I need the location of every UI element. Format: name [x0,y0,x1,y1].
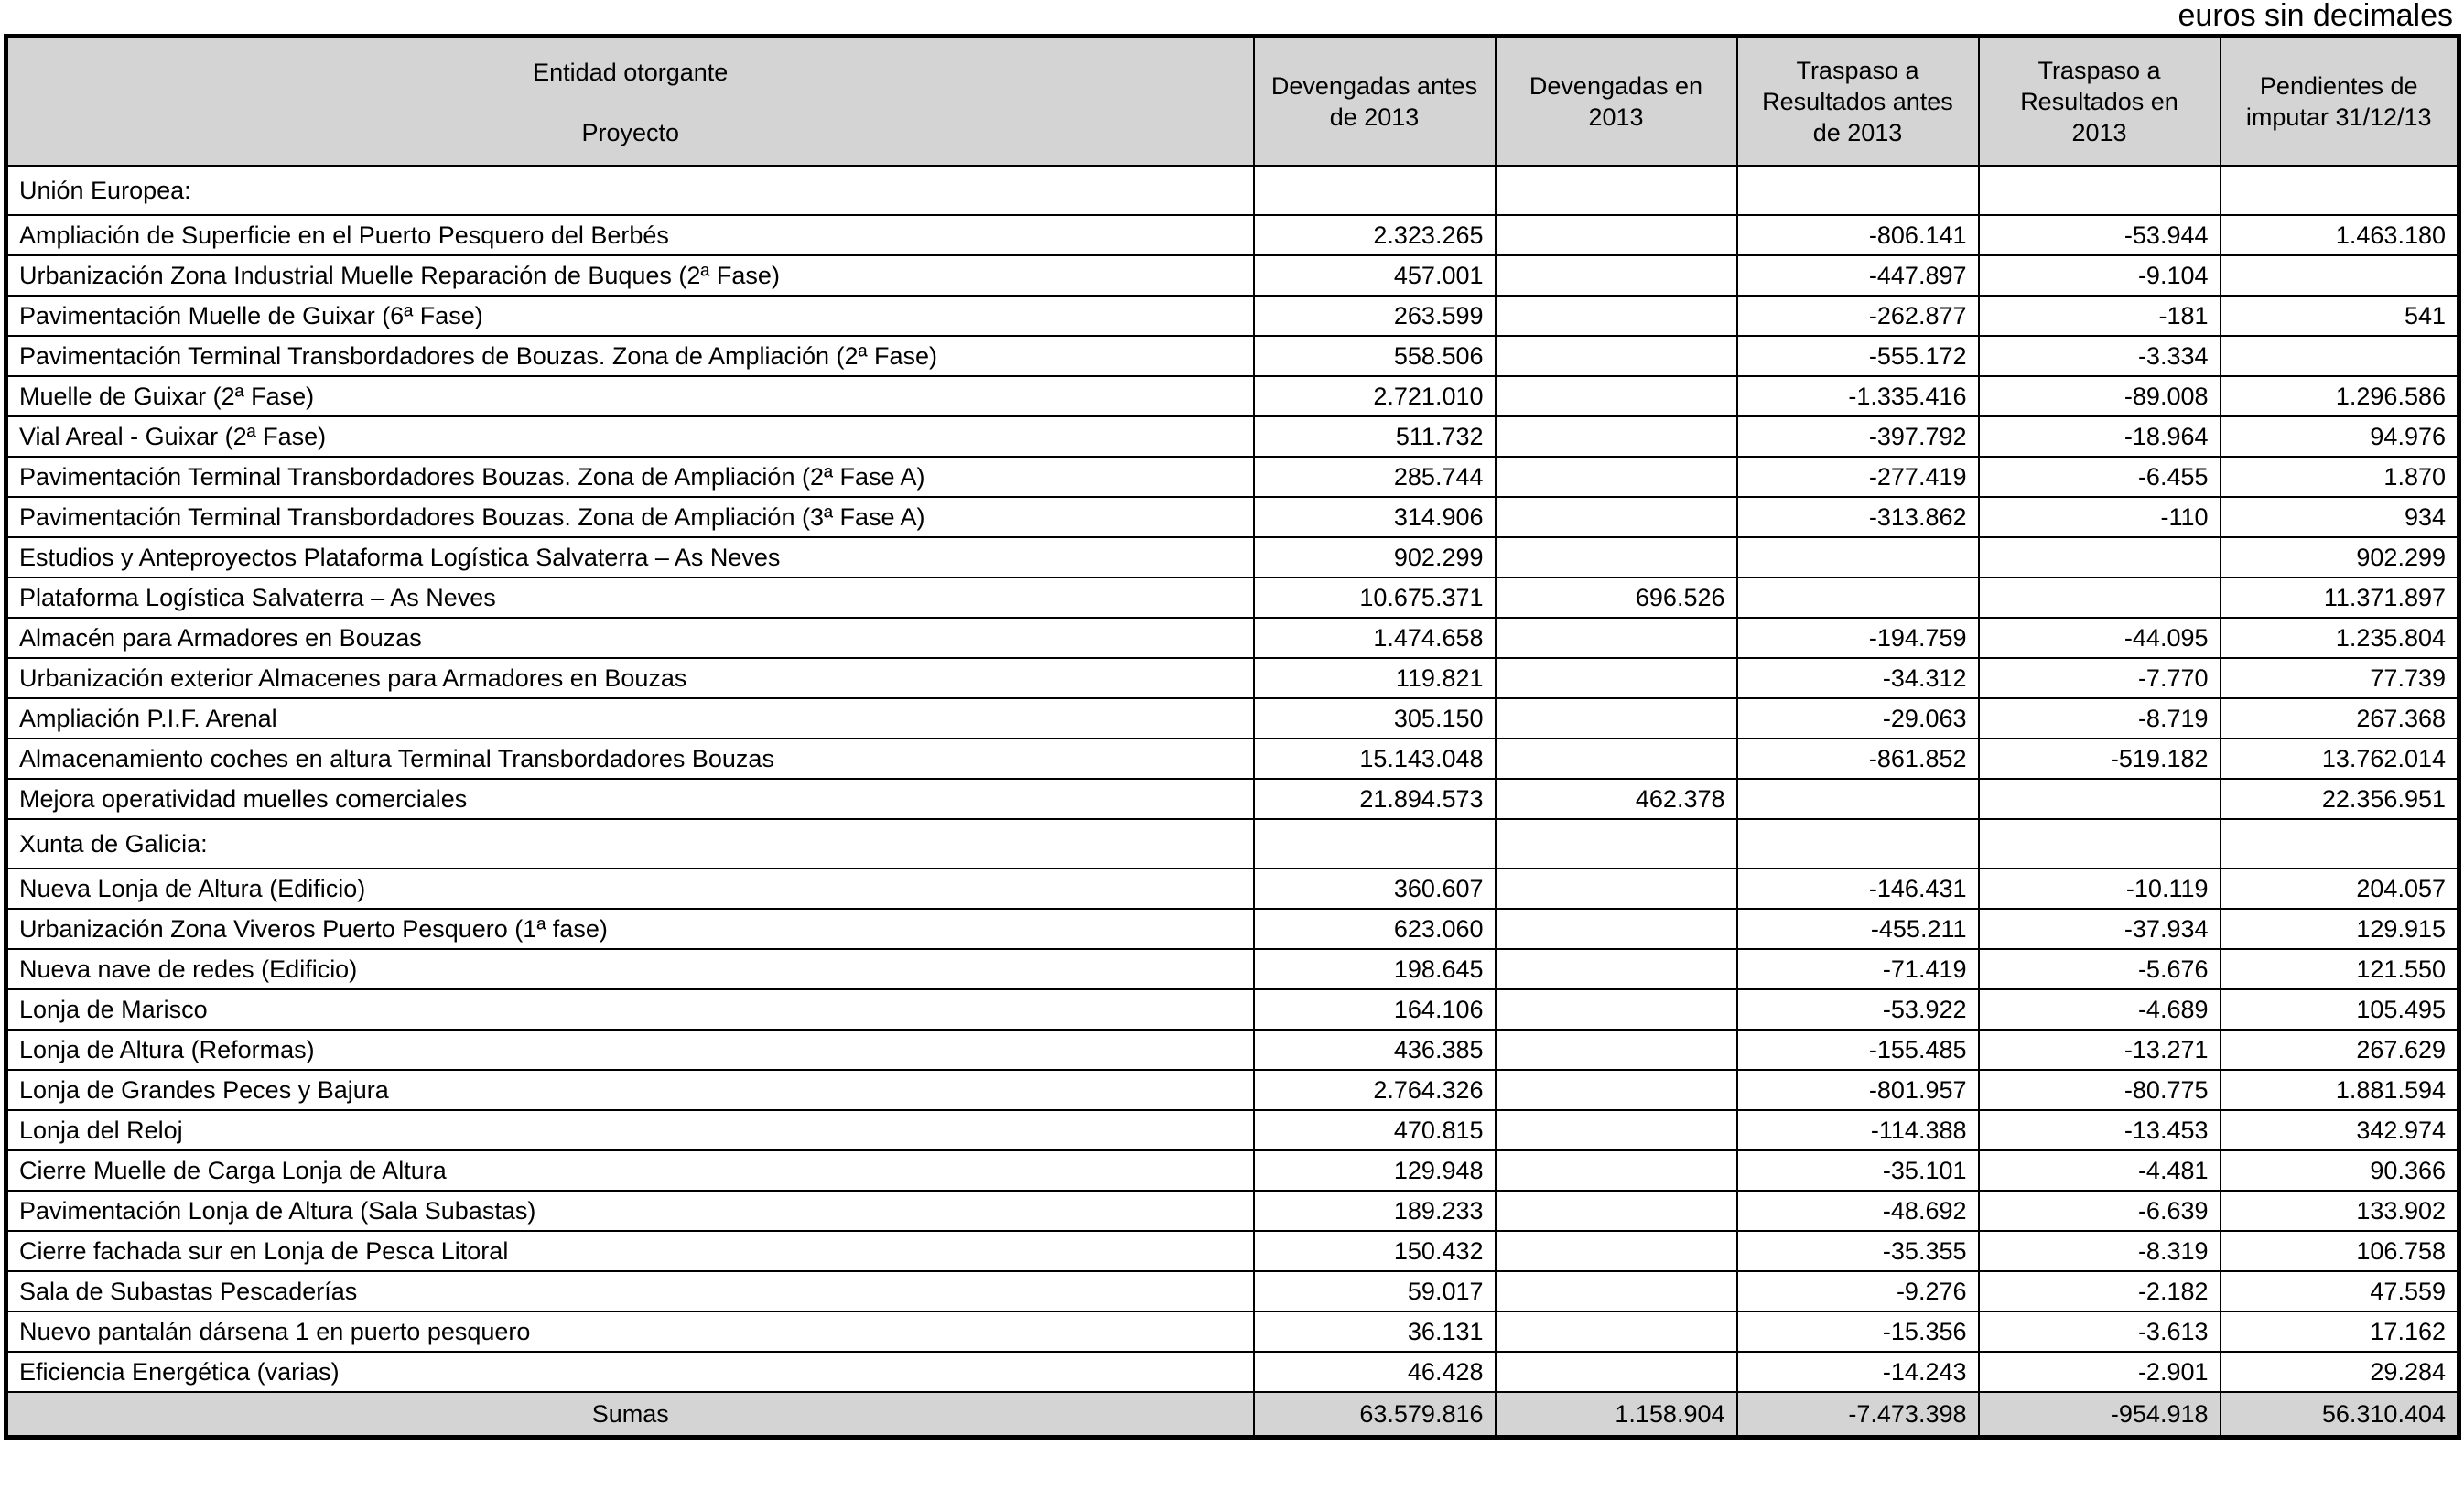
value-cell [1496,1271,1737,1311]
value-cell: 285.744 [1254,457,1496,497]
total-cell: -954.918 [1979,1392,2221,1438]
value-cell: 902.299 [2221,537,2459,577]
value-cell: -277.419 [1737,457,1979,497]
value-cell: 1.235.804 [2221,618,2459,658]
value-cell [1496,457,1737,497]
value-cell [2221,166,2459,215]
value-cell: 1.881.594 [2221,1070,2459,1110]
value-cell [1496,255,1737,296]
table-row [6,1352,2459,1392]
table-row [6,1070,2459,1110]
value-cell: -18.964 [1979,416,2221,457]
header-devengadas-en: Devengadas en 2013 [1496,37,1737,167]
value-cell [1737,779,1979,819]
value-cell: 1.870 [2221,457,2459,497]
value-cell: -48.692 [1737,1191,1979,1231]
value-cell [1737,577,1979,618]
value-cell: 470.815 [1254,1110,1496,1150]
table-row [6,869,2459,909]
total-cell: 63.579.816 [1254,1392,1496,1438]
table-row [6,215,2459,255]
value-cell [2221,255,2459,296]
value-cell [1737,166,1979,215]
table-row [6,416,2459,457]
table-row [6,909,2459,949]
value-cell: -53.922 [1737,989,1979,1030]
value-cell: -155.485 [1737,1030,1979,1070]
value-cell [1496,1191,1737,1231]
value-cell: -6.639 [1979,1191,2221,1231]
value-cell: 1.463.180 [2221,215,2459,255]
value-cell: 46.428 [1254,1352,1496,1392]
project-name-cell: Cierre Muelle de Carga Lonja de Altura [6,1150,1254,1191]
value-cell [1496,909,1737,949]
table-row [6,618,2459,658]
value-cell [1737,819,1979,869]
value-cell: 436.385 [1254,1030,1496,1070]
subsidies-table [4,34,2461,1440]
section-row [6,819,2459,869]
value-cell: 1.474.658 [1254,618,1496,658]
value-cell: 511.732 [1254,416,1496,457]
value-cell [1979,166,2221,215]
value-cell [1496,1110,1737,1150]
value-cell: -7.770 [1979,658,2221,698]
value-cell: 59.017 [1254,1271,1496,1311]
value-cell [1496,537,1737,577]
project-name-cell: Urbanización Zona Viveros Puerto Pesquero (1ª fase) [6,909,1254,949]
value-cell [1979,819,2221,869]
value-cell: -194.759 [1737,618,1979,658]
value-cell: 119.821 [1254,658,1496,698]
header-project-label: Proyecto [581,119,680,146]
units-label: euros sin decimales [2178,0,2453,33]
project-name-cell: Eficiencia Energética (varias) [6,1352,1254,1392]
table-row [6,779,2459,819]
value-cell: -447.897 [1737,255,1979,296]
value-cell: -71.419 [1737,949,1979,989]
project-name-cell: Ampliación de Superficie en el Puerto Pesquero del Berbés [6,215,1254,255]
value-cell [1496,618,1737,658]
value-cell: 314.906 [1254,497,1496,537]
value-cell: 696.526 [1496,577,1737,618]
value-cell: -861.852 [1737,739,1979,779]
value-cell: 15.143.048 [1254,739,1496,779]
value-cell [1496,1070,1737,1110]
value-cell: 90.366 [2221,1150,2459,1191]
value-cell: 36.131 [1254,1311,1496,1352]
value-cell: -5.676 [1979,949,2221,989]
value-cell [1496,336,1737,376]
value-cell [1254,166,1496,215]
table-row [6,949,2459,989]
table-row [6,537,2459,577]
value-cell: -313.862 [1737,497,1979,537]
value-cell [1496,819,1737,869]
project-name-cell: Muelle de Guixar (2ª Fase) [6,376,1254,416]
project-name-cell: Cierre fachada sur en Lonja de Pesca Litoral [6,1231,1254,1271]
value-cell [1496,1231,1737,1271]
value-cell: 11.371.897 [2221,577,2459,618]
project-name-cell: Nueva nave de redes (Edificio) [6,949,1254,989]
value-cell [1496,658,1737,698]
value-cell [1979,577,2221,618]
project-name-cell: Lonja de Grandes Peces y Bajura [6,1070,1254,1110]
value-cell: 2.721.010 [1254,376,1496,416]
value-cell: -262.877 [1737,296,1979,336]
value-cell [1496,1311,1737,1352]
project-name-cell: Vial Areal - Guixar (2ª Fase) [6,416,1254,457]
value-cell: -80.775 [1979,1070,2221,1110]
value-cell: -34.312 [1737,658,1979,698]
value-cell: 902.299 [1254,537,1496,577]
project-name-cell: Mejora operatividad muelles comerciales [6,779,1254,819]
value-cell [1254,819,1496,869]
value-cell: -397.792 [1737,416,1979,457]
project-name-cell: Pavimentación Lonja de Altura (Sala Subastas) [6,1191,1254,1231]
value-cell [1496,989,1737,1030]
value-cell: 558.506 [1254,336,1496,376]
value-cell: 462.378 [1496,779,1737,819]
table-row [6,1271,2459,1311]
value-cell: 267.368 [2221,698,2459,739]
value-cell: 106.758 [2221,1231,2459,1271]
value-cell: 94.976 [2221,416,2459,457]
value-cell: 17.162 [2221,1311,2459,1352]
value-cell: 77.739 [2221,658,2459,698]
value-cell: -3.334 [1979,336,2221,376]
value-cell: -14.243 [1737,1352,1979,1392]
value-cell: -10.119 [1979,869,2221,909]
table-row [6,577,2459,618]
project-name-cell: Almacenamiento coches en altura Terminal Transbordadores Bouzas [6,739,1254,779]
project-name-cell: Lonja de Altura (Reformas) [6,1030,1254,1070]
header-traspaso-en: Traspaso a Resultados en 2013 [1979,37,2221,167]
header-entity-label: Entidad otorgante [533,59,729,86]
value-cell: -110 [1979,497,2221,537]
value-cell: -455.211 [1737,909,1979,949]
value-cell: 198.645 [1254,949,1496,989]
value-cell [1496,215,1737,255]
value-cell: 342.974 [2221,1110,2459,1150]
value-cell: 129.948 [1254,1150,1496,1191]
value-cell: -35.101 [1737,1150,1979,1191]
value-cell: 541 [2221,296,2459,336]
project-name-cell: Plataforma Logística Salvaterra – As Neves [6,577,1254,618]
project-name-cell: Nueva Lonja de Altura (Edificio) [6,869,1254,909]
value-cell: -806.141 [1737,215,1979,255]
table-row [6,658,2459,698]
value-cell: 22.356.951 [2221,779,2459,819]
value-cell [1496,416,1737,457]
value-cell: -37.934 [1979,909,2221,949]
value-cell: -519.182 [1979,739,2221,779]
value-cell [1496,497,1737,537]
table-row [6,1030,2459,1070]
value-cell [1737,537,1979,577]
value-cell: -89.008 [1979,376,2221,416]
project-name-cell: Pavimentación Terminal Transbordadores Bouzas. Zona de Ampliación (3ª Fase A) [6,497,1254,537]
value-cell [1496,1150,1737,1191]
value-cell: -181 [1979,296,2221,336]
table-row [6,457,2459,497]
value-cell: 21.894.573 [1254,779,1496,819]
table-row [6,1231,2459,1271]
value-cell: 105.495 [2221,989,2459,1030]
value-cell [1496,1352,1737,1392]
value-cell: 2.323.265 [1254,215,1496,255]
value-cell: -53.944 [1979,215,2221,255]
value-cell [2221,336,2459,376]
project-name-cell: Urbanización Zona Industrial Muelle Reparación de Buques (2ª Fase) [6,255,1254,296]
section-label: Unión Europea: [6,166,1254,215]
value-cell: -13.271 [1979,1030,2221,1070]
value-cell [1496,376,1737,416]
table-row [6,739,2459,779]
project-name-cell: Lonja de Marisco [6,989,1254,1030]
header-traspaso-antes: Traspaso a Resultados antes de 2013 [1737,37,1979,167]
value-cell: -15.356 [1737,1311,1979,1352]
table-row [6,336,2459,376]
value-cell: 360.607 [1254,869,1496,909]
value-cell: 150.432 [1254,1231,1496,1271]
table-row [6,989,2459,1030]
value-cell: 10.675.371 [1254,577,1496,618]
project-name-cell: Lonja del Reloj [6,1110,1254,1150]
value-cell: -13.453 [1979,1110,2221,1150]
value-cell: -9.104 [1979,255,2221,296]
project-name-cell: Estudios y Anteproyectos Plataforma Logística Salvaterra – As Neves [6,537,1254,577]
value-cell: 934 [2221,497,2459,537]
value-cell: 263.599 [1254,296,1496,336]
value-cell: -6.455 [1979,457,2221,497]
value-cell: 164.106 [1254,989,1496,1030]
header-row [6,37,2459,167]
value-cell: -146.431 [1737,869,1979,909]
table-row [6,376,2459,416]
table-row [6,698,2459,739]
value-cell [1496,296,1737,336]
total-cell: -7.473.398 [1737,1392,1979,1438]
value-cell: 623.060 [1254,909,1496,949]
value-cell: -555.172 [1737,336,1979,376]
value-cell: -44.095 [1979,618,2221,658]
totals-row [6,1392,2459,1438]
value-cell [1496,949,1737,989]
project-name-cell: Pavimentación Terminal Transbordadores Bouzas. Zona de Ampliación (2ª Fase A) [6,457,1254,497]
value-cell: 47.559 [2221,1271,2459,1311]
project-name-cell: Almacén para Armadores en Bouzas [6,618,1254,658]
project-name-cell: Pavimentación Muelle de Guixar (6ª Fase) [6,296,1254,336]
value-cell: 1.296.586 [2221,376,2459,416]
value-cell: -8.719 [1979,698,2221,739]
value-cell [2221,819,2459,869]
project-name-cell: Pavimentación Terminal Transbordadores de Bouzas. Zona de Ampliación (2ª Fase) [6,336,1254,376]
table-row [6,1110,2459,1150]
value-cell [1979,537,2221,577]
section-row [6,166,2459,215]
value-cell [1496,166,1737,215]
table-row [6,1311,2459,1352]
value-cell: 457.001 [1254,255,1496,296]
table-row [6,296,2459,336]
value-cell: 133.902 [2221,1191,2459,1231]
value-cell: -1.335.416 [1737,376,1979,416]
table-row [6,1191,2459,1231]
section-label: Xunta de Galicia: [6,819,1254,869]
value-cell: 2.764.326 [1254,1070,1496,1110]
header-entity-project [6,37,1254,167]
value-cell: -4.481 [1979,1150,2221,1191]
project-name-cell: Urbanización exterior Almacenes para Armadores en Bouzas [6,658,1254,698]
value-cell: 13.762.014 [2221,739,2459,779]
project-name-cell: Ampliación P.I.F. Arenal [6,698,1254,739]
value-cell: -801.957 [1737,1070,1979,1110]
project-name-cell: Nuevo pantalán dársena 1 en puerto pesquero [6,1311,1254,1352]
header-pendientes: Pendientes de imputar 31/12/13 [2221,37,2459,167]
project-name-cell: Sala de Subastas Pescaderías [6,1271,1254,1311]
value-cell: 121.550 [2221,949,2459,989]
value-cell: -114.388 [1737,1110,1979,1150]
value-cell [1496,698,1737,739]
total-cell: 56.310.404 [2221,1392,2459,1438]
value-cell: -2.182 [1979,1271,2221,1311]
value-cell: -4.689 [1979,989,2221,1030]
table-body [6,166,2459,1392]
total-cell: 1.158.904 [1496,1392,1737,1438]
totals-label: Sumas [6,1392,1254,1438]
table-row [6,497,2459,537]
header-devengadas-antes: Devengadas antes de 2013 [1254,37,1496,167]
table-row [6,1150,2459,1191]
value-cell: 267.629 [2221,1030,2459,1070]
value-cell [1496,739,1737,779]
value-cell: -29.063 [1737,698,1979,739]
value-cell: -35.355 [1737,1231,1979,1271]
value-cell: 204.057 [2221,869,2459,909]
table-row [6,255,2459,296]
value-cell: 305.150 [1254,698,1496,739]
value-cell: 189.233 [1254,1191,1496,1231]
value-cell: 129.915 [2221,909,2459,949]
value-cell [1979,779,2221,819]
value-cell: -2.901 [1979,1352,2221,1392]
value-cell: -3.613 [1979,1311,2221,1352]
value-cell: -8.319 [1979,1231,2221,1271]
value-cell [1496,1030,1737,1070]
value-cell: -9.276 [1737,1271,1979,1311]
value-cell: 29.284 [2221,1352,2459,1392]
value-cell [1496,869,1737,909]
